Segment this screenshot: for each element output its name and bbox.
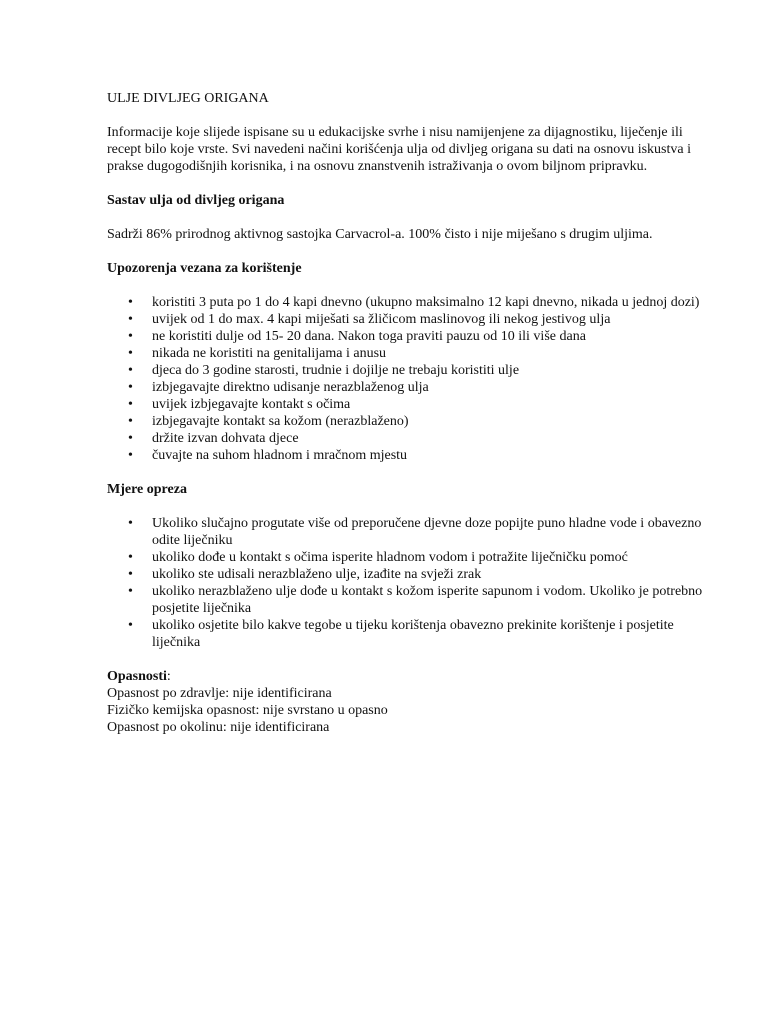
list-item: [107, 549, 707, 566]
bullet-icon: •: [128, 550, 133, 565]
dangers-section: [107, 668, 707, 736]
intro-paragraph: Informacije koje slijede ispisane su u edukacijske svrhe i nisu namijenjene za dijagnostiku, liječenje ili recept bilo koje vrste. Svi navedeni načini korišćenja ulja od divljeg origana su dati na osnovu iskustva i prakse dugogodišnjih korisnika, i na osnovu znanstvenih istraživanja o ovom biljnom pripravku.: [107, 125, 691, 174]
list-item: [107, 583, 707, 617]
list-item-text: koristiti 3 puta po 1 do 4 kapi dnevno (ukupno maksimalno 12 kapi dnevno, nikada u jednoj dozi): [152, 295, 700, 310]
warnings-list: [107, 294, 707, 464]
list-item: [107, 345, 707, 362]
bullet-icon: •: [128, 516, 133, 531]
list-item: [107, 430, 707, 447]
dangers-heading-line: [107, 668, 707, 685]
list-item: [107, 413, 707, 430]
list-item-text: Ukoliko slučajno progutate više od preporučene djevne doze popijte puno hladne vode i obavezno odite liječniku: [152, 516, 702, 548]
bullet-icon: •: [128, 380, 133, 395]
list-item-text: ukoliko osjetite bilo kakve tegobe u tijeku korištenja obavezno prekinite korištenje i posjetite liječnika: [152, 618, 674, 650]
list-item-text: nikada ne koristiti na genitalijama i anusu: [152, 346, 387, 361]
list-item: [107, 311, 707, 328]
danger-physchem: Fizičko kemijska opasnost: nije svrstano u opasno: [107, 703, 388, 718]
list-item: [107, 447, 707, 464]
list-item-text: ukoliko dođe u kontakt s očima isperite hladnom vodom i potražite liječničku pomoć: [152, 550, 628, 565]
dangers-heading-colon: :: [166, 669, 171, 684]
composition-text: Sadrži 86% prirodnog aktivnog sastojka Carvacrol-a. 100% čisto i nije miješano s drugim uljima.: [107, 227, 653, 242]
list-item-text: djeca do 3 godine starosti, trudnie i dojilje ne trebaju koristiti ulje: [152, 363, 520, 378]
list-item: [107, 617, 707, 651]
document-title: ULJE DIVLJEG ORIGANA: [107, 91, 269, 106]
list-item-text: držite izvan dohvata djece: [152, 431, 299, 446]
warnings-heading: Upozorenja vezana za korištenje: [107, 261, 302, 276]
bullet-icon: •: [128, 397, 133, 412]
composition-heading: Sastav ulja od divljeg origana: [107, 193, 285, 208]
bullet-icon: •: [128, 618, 133, 633]
bullet-icon: •: [128, 312, 133, 327]
list-item-text: izbjegavajte direktno udisanje nerazblaženog ulja: [152, 380, 429, 395]
list-item-text: uvijek od 1 do max. 4 kapi miješati sa žličicom maslinovog ili nekog jestivog ulja: [152, 312, 611, 327]
precautions-list: [107, 515, 707, 651]
list-item-text: ukoliko nerazblaženo ulje dođe u kontakt s kožom isperite sapunom i vodom. Ukoliko je potrebno posjetite liječnika: [152, 584, 703, 616]
bullet-icon: •: [128, 295, 133, 310]
list-item-text: ukoliko ste udisali nerazblaženo ulje, izađite na svježi zrak: [152, 567, 482, 582]
list-item-text: ne koristiti dulje od 15- 20 dana. Nakon toga praviti pauzu od 10 ili više dana: [152, 329, 586, 344]
list-item: [107, 396, 707, 413]
precautions-heading: Mjere opreza: [107, 482, 187, 497]
document-page: [107, 90, 707, 736]
dangers-heading: Opasnosti: [107, 669, 167, 684]
list-item-text: čuvajte na suhom hladnom i mračnom mjestu: [152, 448, 408, 463]
danger-environment: Opasnost po okolinu: nije identificirana: [107, 720, 330, 735]
list-item: [107, 566, 707, 583]
bullet-icon: •: [128, 414, 133, 429]
bullet-icon: •: [128, 431, 133, 446]
list-item: [107, 379, 707, 396]
list-item: [107, 515, 707, 549]
bullet-icon: •: [128, 584, 133, 599]
bullet-icon: •: [128, 363, 133, 378]
bullet-icon: •: [128, 329, 133, 344]
list-item-text: uvijek izbjegavajte kontakt s očima: [152, 397, 351, 412]
list-item: [107, 328, 707, 345]
list-item: [107, 362, 707, 379]
list-item-text: izbjegavajte kontakt sa kožom (nerazblaženo): [152, 414, 409, 429]
list-item: [107, 294, 707, 311]
bullet-icon: •: [128, 567, 133, 582]
danger-health: Opasnost po zdravlje: nije identificirana: [107, 686, 332, 701]
bullet-icon: •: [128, 346, 133, 361]
bullet-icon: •: [128, 448, 133, 463]
